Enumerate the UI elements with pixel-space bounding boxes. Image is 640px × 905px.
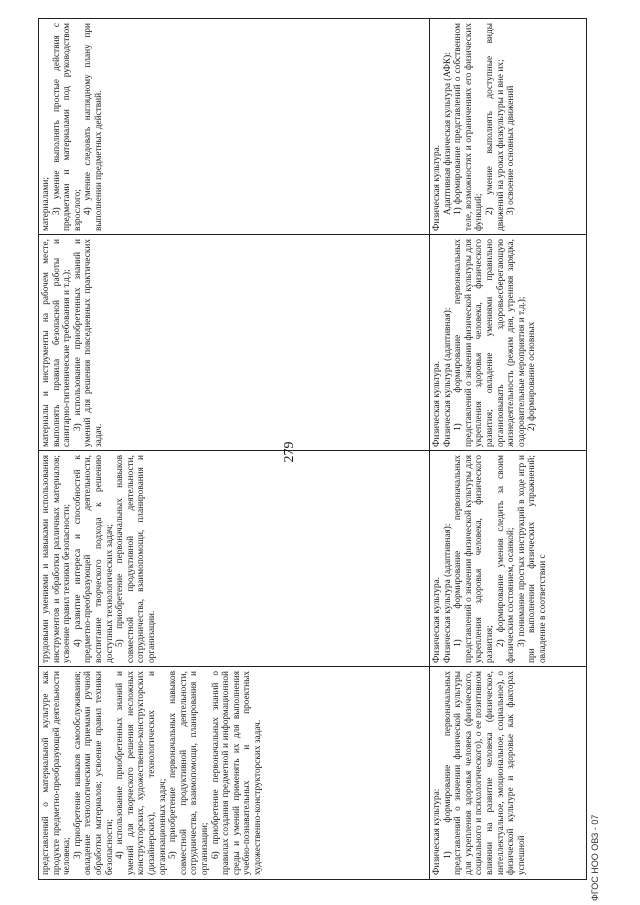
table-cell-r1-c4 — [39, 19, 429, 235]
cell-line: 1) формирование первоначальных представлений о значении физической культуры для укрепления здоровья человека (физического, социального и психологического), о ее позитивном влиянии на развитие человека (физическое, интеллектуальное, эмоциональное, социальное), о физической культуре и здоровье как факторах успешной — [442, 671, 527, 875]
table-cell-r1-c2 — [39, 451, 429, 667]
cell-line: представлений о материальной культуре как продукте предметно-преобразующей деятельности человека; — [41, 671, 73, 875]
cell-heading: Физическая культура: — [432, 788, 442, 875]
cell-line: 3) приобретение навыков самообслуживания; овладение технологическими приемами ручной обработки материалов; усвоение правил техники безопасности; — [72, 671, 115, 875]
cell-line: 3) использование приобретенных знаний и умений для решения повседневных практических задач. — [72, 239, 104, 447]
cell-line: материалы и инструменты на рабочем месте, выполнять правила безопасной работы и санитарно-гигиенические требования и т.д.); — [41, 239, 73, 447]
cell-heading: Физическая культура. — [432, 144, 442, 231]
cell-line: 4) развитие интереса и способностей к предметно-преобразующей деятельности, воспитание творческого подхода к решению доступных технологических задач; — [72, 455, 115, 663]
cell-line: 1) формирование первоначальных представлений о значении физической культуры для укрепления здоровья человека, физического развития; — [453, 455, 495, 663]
cell-line: 3) освоение основных движений — [506, 85, 517, 215]
document-code: ФГОС НОО ОВЗ - 07 — [590, 814, 600, 901]
cell-line: 4) использование приобретенных знаний и умений для творческого решения несложных конструкторских, художественно-конструкторских (дизайнерских), технологических и организационных задач; — [115, 671, 168, 875]
cell-line: 3) умение выполнять простые действия с предметами и материалами под руководством взрослого; — [51, 23, 83, 231]
cell-line: 4) умение следовать наглядному плану при выполнении предметных действий. — [83, 23, 104, 231]
page-number: 279 — [282, 441, 297, 463]
cell-line: 6) приобретение первоначальных знаний о правилах создания предметной и информационной среды и умений применять их для выполнения учебно-познавательных и проектных художественно-конструкторских задач. — [210, 671, 263, 875]
cell-line: 5) приобретение первоначальных навыков совместной продуктивной деятельности, сотрудничества, взаимопомощи, планирования и организации; — [168, 671, 210, 875]
table-cell-r1-c3 — [39, 235, 429, 451]
cell-subheading: Физическая культура (адаптивная): — [442, 307, 453, 447]
cell-line: материалами; — [41, 177, 51, 231]
cell-line: 2) формирование умения следить за своим физическим состоянием, осанкой; — [495, 455, 517, 663]
cell-line: 1) формирование представлений о собственном теле, возможностях и ограничениях его физических функций; — [453, 23, 485, 231]
table-cell-r1-c1 — [39, 667, 429, 879]
cell-line: 1) формирование первоначальных представлений о значении физической культуры для укрепления здоровья человека, физического развития; овладение умениями правильно организовывать здоровьесберегающую жизнедеятельность (режим дня, утренняя зарядка, оздоровительные мероприятия и т.д.); — [453, 239, 527, 447]
cell-heading: Физическая культура. — [432, 576, 442, 663]
table-cell-r2-c4 — [430, 19, 586, 235]
table-cell-r2-c3 — [430, 235, 586, 451]
standards-table — [38, 18, 587, 880]
cell-line: трудовыми умениями и навыками использования инструментов и обработки различных материалов; усвоение правил техники безопасности; — [41, 455, 73, 663]
cell-heading: Физическая культура. — [432, 360, 442, 447]
table-cell-r2-c2 — [430, 451, 586, 667]
cell-subheading: Физическая культура (адаптивная): — [442, 523, 453, 663]
cell-line: 2) формирование основных — [527, 321, 538, 431]
cell-line: 5) приобретение первоначальных навыков совместной продуктивной деятельности, сотрудничества, взаимопомощи, планирования и организации. — [115, 455, 157, 663]
cell-line: 2) умение выполнять доступные виды движений на уроках физкультуры и вне их; — [484, 23, 506, 231]
cell-subheading: Адаптивная физическая культура (АФК): — [442, 52, 453, 215]
table-cell-r2-c1 — [430, 667, 586, 879]
cell-line: 3) понимание простых инструкций в ходе игр и при выполнении физических упражнений; овладение в соответствии с — [516, 455, 548, 663]
